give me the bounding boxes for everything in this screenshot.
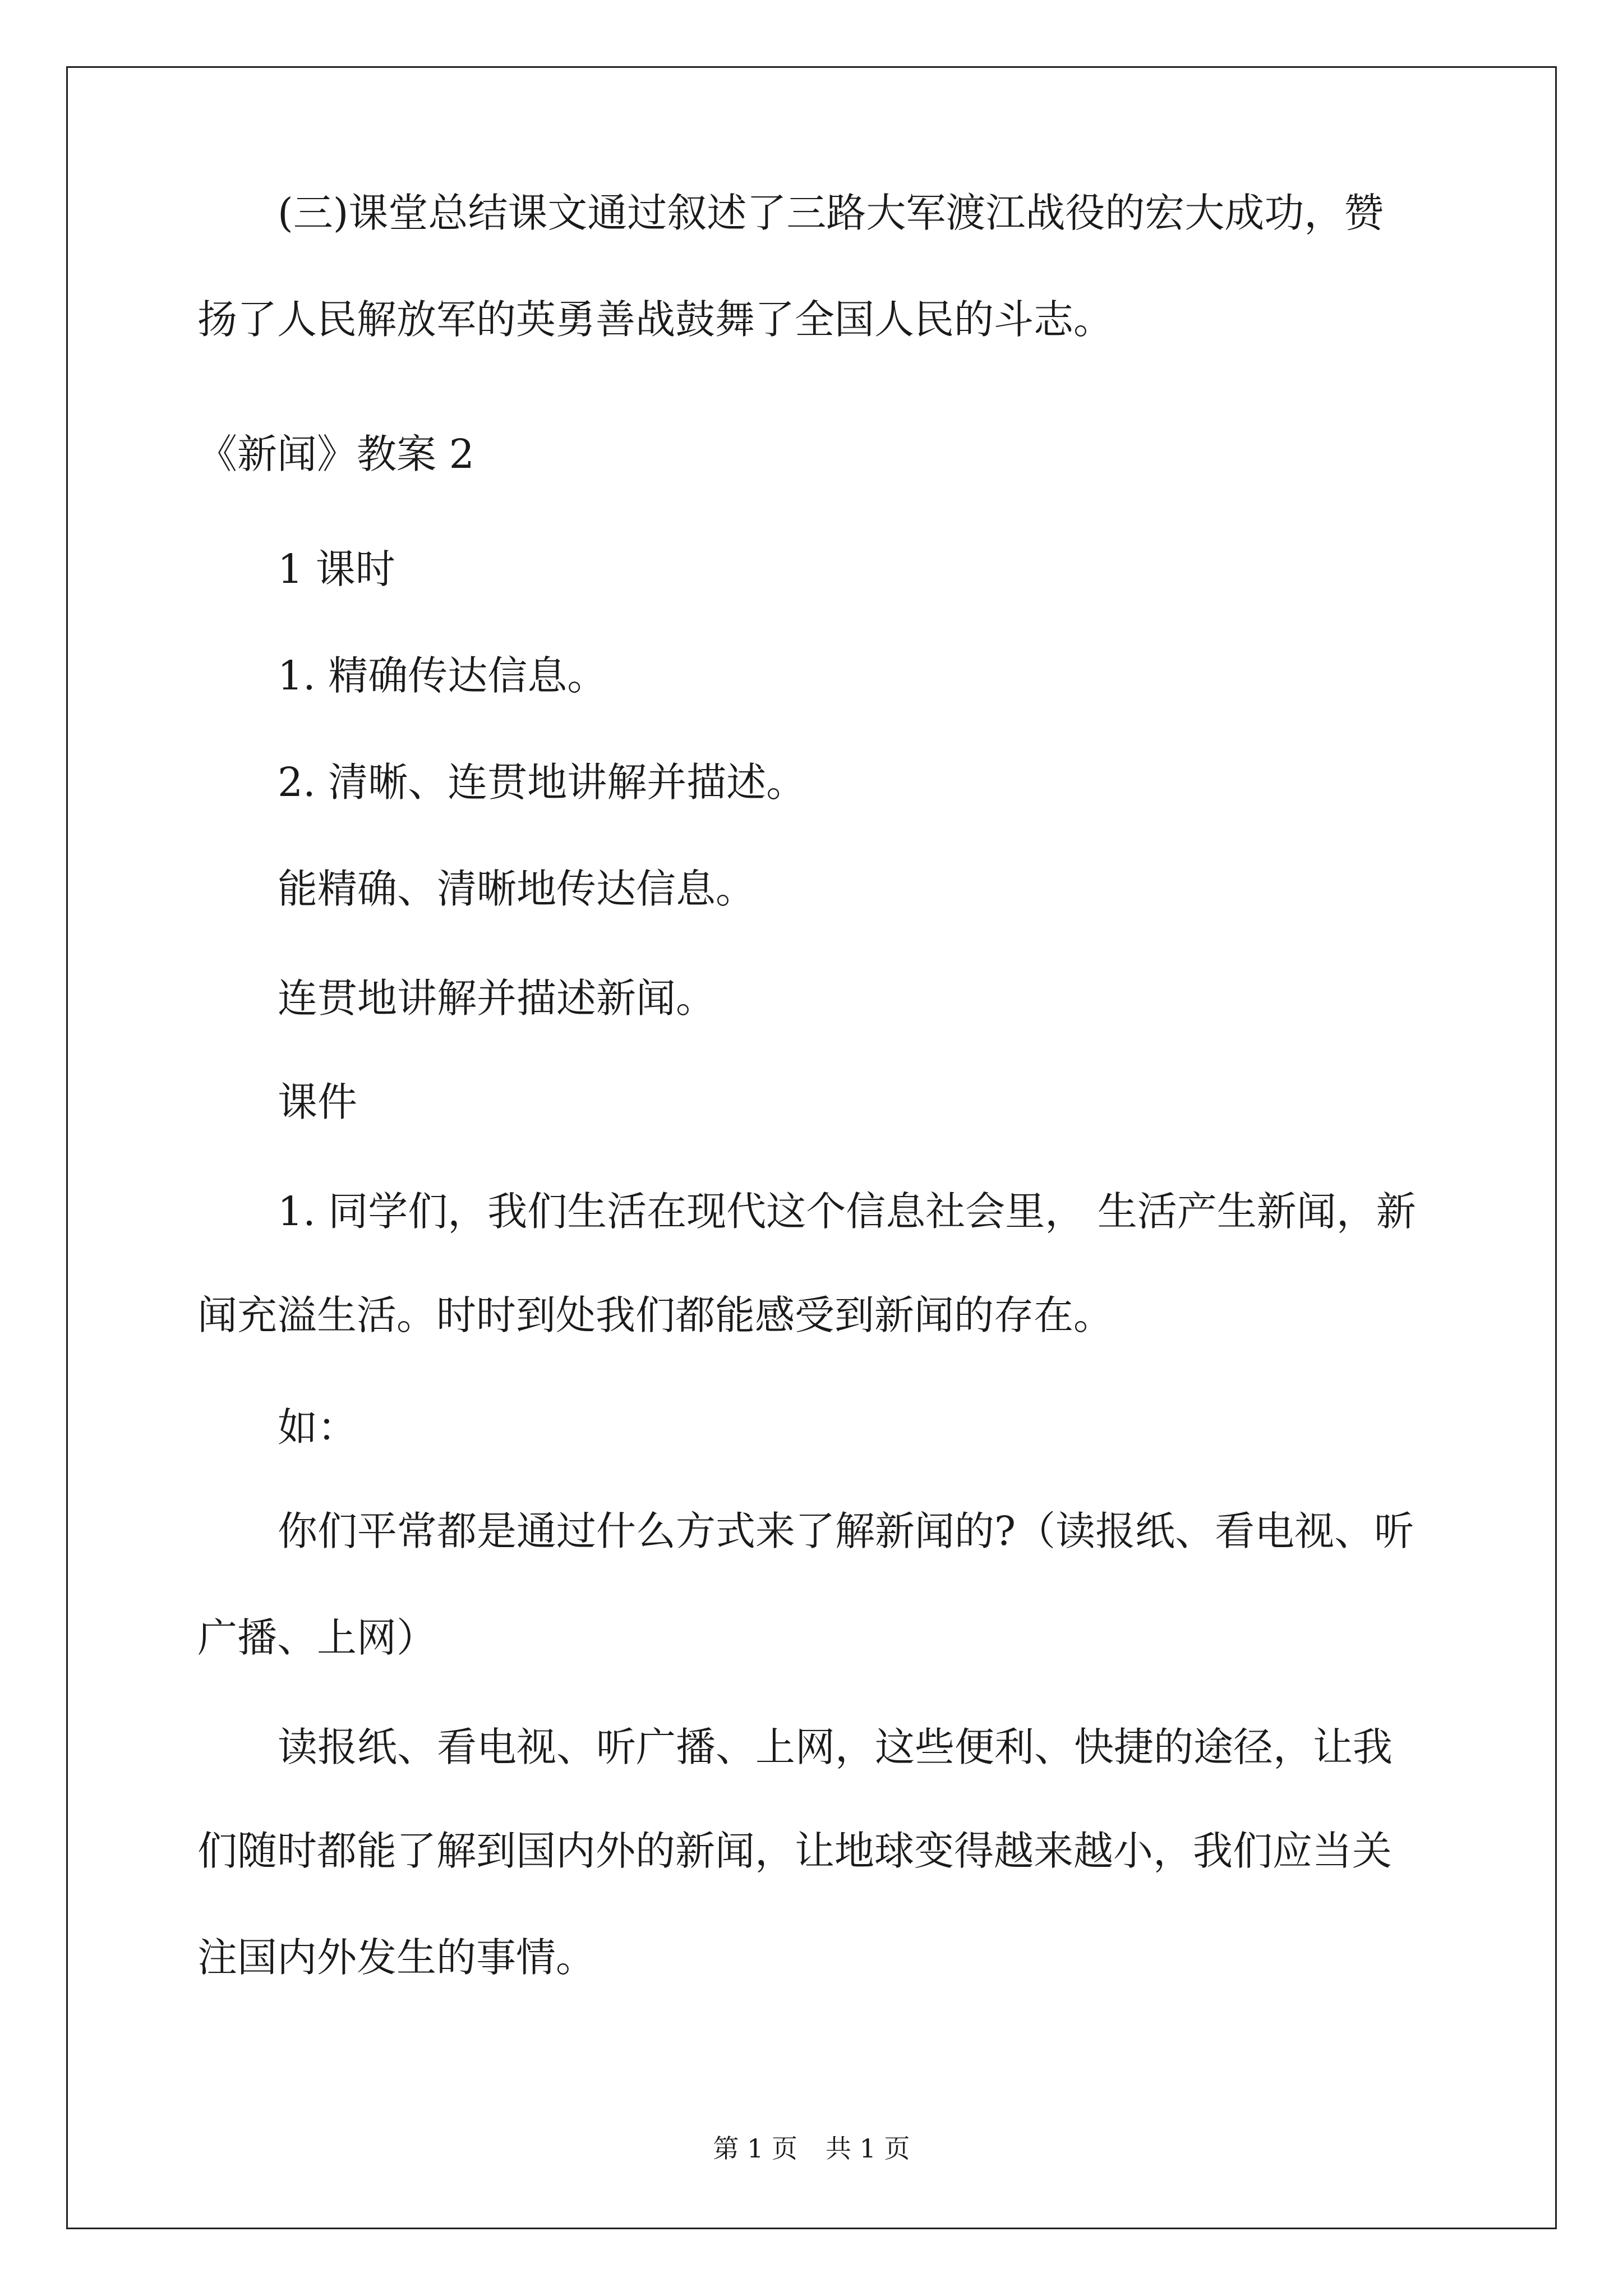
page-number: 第 1 页 bbox=[713, 2133, 797, 2164]
paragraph-line: 闻充溢生活。时时到处我们都能感受到新闻的存在。 bbox=[197, 1292, 1114, 1338]
paragraph-line: 1 课时 bbox=[278, 546, 395, 592]
paragraph-line: 2. 清晰、连贯地讲解并描述。 bbox=[278, 759, 806, 806]
page-footer bbox=[0, 2132, 1623, 2165]
paragraph-line: 1. 同学们，我们生活在现代这个信息社会里， 生活产生新闻，新 bbox=[278, 1188, 1416, 1235]
paragraph-line: 连贯地讲解并描述新闻。 bbox=[278, 975, 716, 1022]
paragraph-line: (三)课堂总结课文通过叙述了三路大军渡江战役的宏大成功，赞 bbox=[278, 190, 1384, 236]
paragraph-line: 读报纸、看电视、听广播、上网，这些便利、快捷的途径，让我 bbox=[278, 1724, 1393, 1770]
page-total: 共 1 页 bbox=[826, 2133, 910, 2164]
paragraph-line: 们随时都能了解到国内外的新闻，让地球变得越来越小，我们应当关 bbox=[197, 1828, 1393, 1874]
paragraph-line: 能精确、清晰地传达信息。 bbox=[278, 866, 756, 912]
paragraph-line: 注国内外发生的事情。 bbox=[197, 1934, 596, 1981]
page-border bbox=[66, 66, 1557, 2229]
paragraph-line: 广播、上网） bbox=[197, 1614, 437, 1661]
paragraph-line: 如： bbox=[278, 1404, 358, 1451]
paragraph-line: 1. 精确传达信息。 bbox=[278, 652, 607, 699]
section-heading: 《新闻》教案 2 bbox=[197, 431, 474, 477]
paragraph-line: 你们平常都是通过什么方式来了解新闻的?（读报纸、看电视、听 bbox=[278, 1508, 1414, 1554]
paragraph-line: 课件 bbox=[278, 1079, 358, 1125]
paragraph-line: 扬了人民解放军的英勇善战鼓舞了全国人民的斗志。 bbox=[197, 296, 1114, 343]
